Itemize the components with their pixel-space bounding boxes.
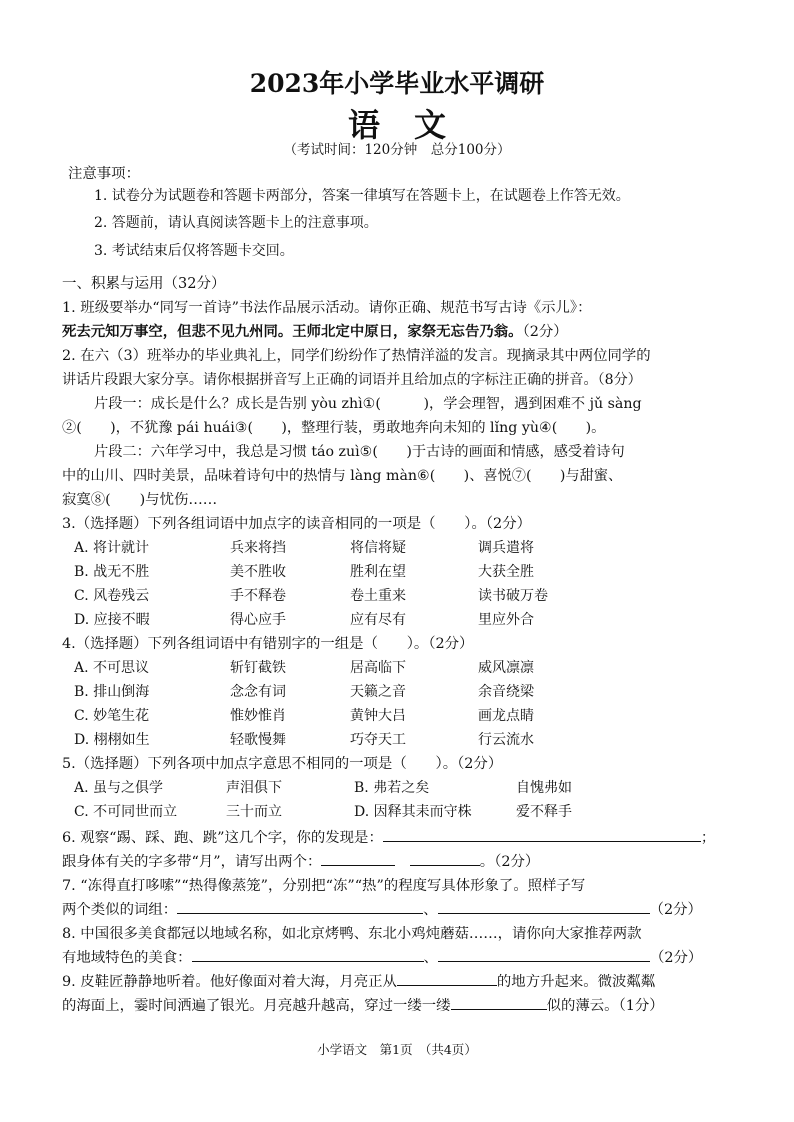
answer-blank[interactable] bbox=[451, 994, 547, 1010]
note-item: 2. 答题前，请认真阅读答题卡上的注意事项。 bbox=[94, 215, 378, 231]
q4-option: 威风凛凛 bbox=[478, 660, 534, 676]
score: （2分） bbox=[522, 324, 568, 340]
answer-blank[interactable] bbox=[177, 898, 423, 914]
q4-option: 居高临下 bbox=[350, 660, 406, 676]
q4-option: 念念有词 bbox=[230, 684, 286, 700]
q3-option: 将信将疑 bbox=[350, 540, 406, 556]
q4-option: B. 排山倒海 bbox=[74, 684, 150, 700]
answer-blank[interactable] bbox=[397, 970, 497, 986]
question-4-stem: 4.（选择题）下列各组词语中有错别字的一组是（ ）。（2分） bbox=[62, 636, 474, 652]
note-item: 1. 试卷分为试题卷和答题卡两部分，答案一律填写在答题卡上，在试题卷上作答无效。 bbox=[94, 188, 630, 204]
question-9-line2 bbox=[62, 994, 664, 1018]
question-1-poem bbox=[62, 320, 568, 344]
q4-option: D. 栩栩如生 bbox=[74, 732, 150, 748]
q7-prompt: 两个类似的词组： bbox=[62, 902, 178, 918]
q9-text: 的海面上，霎时间洒遍了银光。月亮越升越高，穿过一缕一缕 bbox=[62, 998, 451, 1014]
q3-option: C. 风卷残云 bbox=[74, 588, 150, 604]
q4-option: 惟妙惟肖 bbox=[230, 708, 286, 724]
q4-option: 斩钉截铁 bbox=[230, 660, 286, 676]
q4-option: C. 妙笔生花 bbox=[74, 708, 150, 724]
passage-2-line2: 中的山川、四时美景，品味着诗句中的热情与 làng màn⑥( )、喜悦⑦( )与甜蜜、 bbox=[62, 468, 623, 484]
question-3-stem: 3.（选择题）下列各组词语中加点字的读音相同的一项是（ ）。（2分） bbox=[62, 516, 531, 532]
q3-option: 得心应手 bbox=[230, 612, 286, 628]
exam-title: 2023年小学毕业水平调研 bbox=[249, 69, 545, 98]
passage-1-line2: ②( )，不犹豫 pái huái③( )，整理行装，勇敢地奔向未知的 lǐng yù④( )。 bbox=[62, 420, 606, 436]
q9-text: 9. 皮鞋匠静静地听着。他好像面对着大海，月亮正从 bbox=[62, 974, 397, 990]
page-footer: 小学语文 第1页 （共4页） bbox=[317, 1042, 477, 1057]
q5-option: 自愧弗如 bbox=[516, 780, 572, 796]
passage-2-line1: 片段二：六年学习中，我总是习惯 táo zuì⑤( )于古诗的画面和情感，感受着诗句 bbox=[94, 444, 625, 460]
q6-prompt: 6. 观察“踢、踩、跑、跳”这几个字，你的发现是： bbox=[62, 830, 383, 846]
q4-option: 天籁之音 bbox=[350, 684, 406, 700]
poem-text: 死去元知万事空，但悲不见九州同。王师北定中原日，家祭无忘告乃翁。 bbox=[62, 323, 523, 340]
question-7-line2: 两个类似的词组： 、 （2分） bbox=[62, 898, 702, 922]
q4-option: 余音绕梁 bbox=[478, 684, 534, 700]
question-2-line1: 2. 在六（3）班举办的毕业典礼上，同学们纷纷作了热情洋溢的发言。现摘录其中两位同学的 bbox=[62, 348, 651, 364]
question-8-line2: 有地域特色的美食： 、 （2分） bbox=[62, 946, 702, 970]
subject-title: 语文 bbox=[347, 106, 480, 144]
q5-option: 三十而立 bbox=[226, 804, 282, 820]
q4-option: 轻歌慢舞 bbox=[230, 732, 286, 748]
q3-option: A. 将计就计 bbox=[74, 540, 150, 556]
q3-option: 卷土重来 bbox=[350, 588, 406, 604]
q4-option: 画龙点睛 bbox=[478, 708, 534, 724]
q5-option: 爱不释手 bbox=[516, 804, 572, 820]
q3-option: 胜利在望 bbox=[350, 564, 406, 580]
semicolon: ； bbox=[700, 830, 716, 846]
answer-blank[interactable] bbox=[410, 850, 480, 866]
answer-blank[interactable] bbox=[438, 898, 650, 914]
q3-option: 读书破万卷 bbox=[478, 588, 548, 604]
question-2-line2: 讲话片段跟大家分享。请你根据拼音写上正确的词语并且给加点的字标注正确的拼音。（8分） bbox=[62, 372, 642, 388]
q5-option: B. 弗若之矣 bbox=[354, 780, 430, 796]
q5-option: D. 因释其耒而守株 bbox=[354, 804, 472, 820]
q4-option: 巧夺天工 bbox=[350, 732, 406, 748]
question-9-line1 bbox=[62, 970, 655, 994]
q3-option: 手不释卷 bbox=[230, 588, 286, 604]
q8-prompt: 有地域特色的美食： bbox=[62, 950, 192, 966]
question-8-line1: 8. 中国很多美食都冠以地域名称，如北京烤鸭、东北小鸡炖蘑菇……，请你向大家推荐两款 bbox=[62, 926, 642, 942]
score: （2分） bbox=[649, 902, 702, 918]
q5-option: 声泪俱下 bbox=[226, 780, 282, 796]
section-heading: 一、积累与运用（32分） bbox=[62, 276, 226, 292]
q6-prompt-2: 跟身体有关的字多带“月”，请写出两个： bbox=[62, 854, 322, 870]
answer-blank[interactable] bbox=[438, 946, 650, 962]
q3-option: 大获全胜 bbox=[478, 564, 534, 580]
q3-option: 调兵遣将 bbox=[478, 540, 534, 556]
q3-option: 里应外合 bbox=[478, 612, 534, 628]
passage-1-line1: 片段一：成长是什么？成长是告别 yòu zhì①( )，学会理智，遇到困难不 jǔ sàng bbox=[94, 396, 642, 412]
notes-heading: 注意事项： bbox=[68, 166, 140, 182]
answer-blank[interactable] bbox=[192, 946, 424, 962]
question-5-stem: 5.（选择题）下列各项中加点字意思不相同的一项是（ ）。（2分） bbox=[62, 756, 503, 772]
q4-option: 黄钟大吕 bbox=[350, 708, 406, 724]
score: （2分） bbox=[649, 950, 703, 966]
q5-option: A. 虽与之俱学 bbox=[74, 780, 164, 796]
q3-option: D. 应接不暇 bbox=[74, 612, 150, 628]
q3-option: 美不胜收 bbox=[230, 564, 286, 580]
q9-text: 的地方升起来。微波粼粼 bbox=[496, 974, 656, 990]
question-1-line1: 1. 班级要举办“同写一首诗”书法作品展示活动。请你正确、规范书写古诗《示儿》： bbox=[62, 300, 592, 316]
q4-option: A. 不可思议 bbox=[74, 660, 150, 676]
answer-blank[interactable] bbox=[383, 826, 701, 842]
question-6-line2 bbox=[62, 850, 539, 874]
q3-option: B. 战无不胜 bbox=[74, 564, 150, 580]
exam-info: （考试时间：120分钟 总分100分） bbox=[283, 142, 511, 158]
question-7-line1: 7. “冻得直打哆嗦”“热得像蒸笼”，分别把“冻”“热”的程度写具体形象了。照样子写 bbox=[62, 878, 586, 894]
q3-option: 应有尽有 bbox=[350, 612, 406, 628]
passage-2-line3: 寂寞⑧( )与忧伤…… bbox=[62, 492, 218, 508]
question-6-line1 bbox=[62, 826, 715, 850]
score: 。（2分） bbox=[479, 854, 540, 870]
q3-option: 兵来将挡 bbox=[230, 540, 286, 556]
answer-blank[interactable] bbox=[321, 850, 395, 866]
q9-text: 似的薄云。（1分） bbox=[546, 998, 664, 1014]
note-item: 3. 考试结束后仅将答题卡交回。 bbox=[94, 243, 294, 259]
q5-option: C. 不可同世而立 bbox=[74, 804, 178, 820]
q4-option: 行云流水 bbox=[478, 732, 534, 748]
